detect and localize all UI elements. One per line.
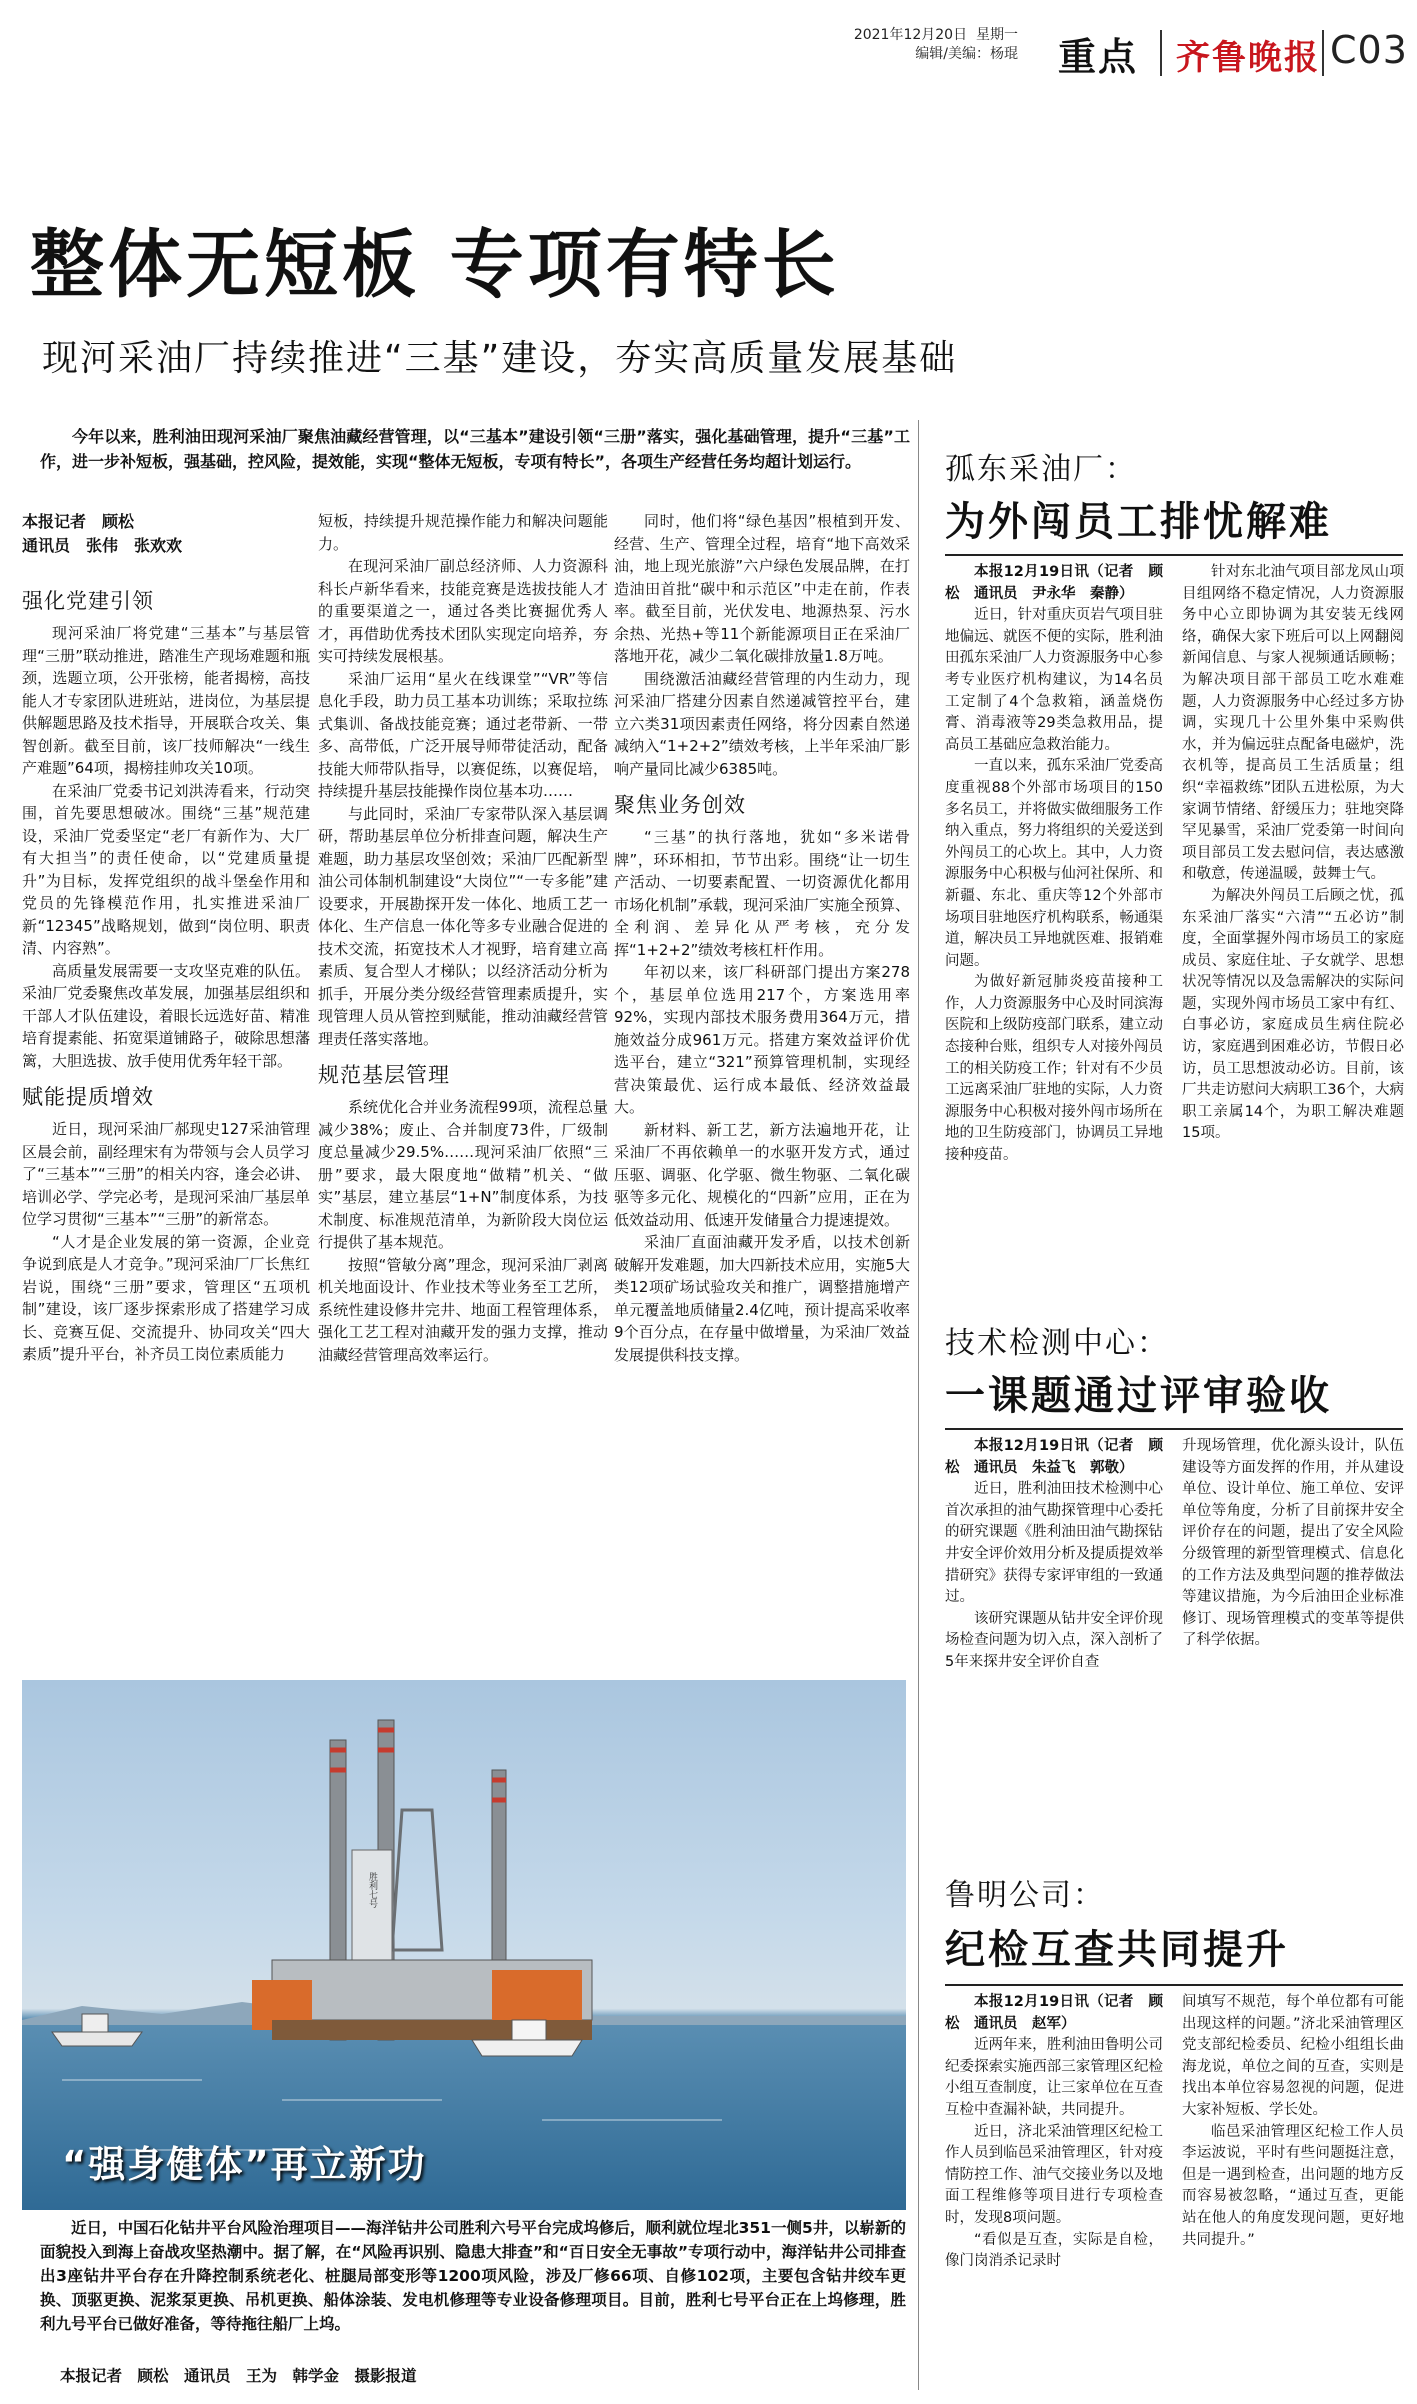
story-column — [945, 1992, 1163, 2392]
paragraph: 在现河采油厂副总经济师、人力资源科科长卢新华看来，技能竞赛是选拔技能人才的重要渠道之一，通过各类比赛掘优秀人才，再借助优秀技术团队实现定向培养，夯实可持续发展根基。 — [318, 557, 608, 665]
drilling-platform-illustration — [22, 1680, 906, 2210]
story-column — [1182, 562, 1404, 1302]
paragraph: 一直以来，孤东采油厂党委高度重视88个外部市场项目的150多名员工，并将做实做细服务工作纳入重点，努力将组织的关爱送到外闯员工的心坎上。其中，人力资源服务中心积极与仙河社保所、和新疆、东北、重庆等12个外部市场项目驻地医疗机构联系，畅通渠道，解决员工异地就医难、报销难问题。 — [945, 758, 1163, 969]
paragraph: 近日，济北采油管理区纪检工作人员到临邑采油管理区，针对疫情防控工作、油气交接业务以及地面工程维修等项目进行专项检查时，发现8项问题。 — [945, 2123, 1163, 2226]
paragraph: 近日，胜利油田技术检测中心首次承担的油气勘探管理中心委托的研究课题《胜利油田油气勘探钻井安全评价效用分析及提质提效举措研究》获得专家评审组的一致通过。 — [945, 1481, 1163, 1606]
section-name: 重点 — [1058, 35, 1139, 79]
story-headline: 纪检互查共同提升 — [945, 1927, 1289, 1973]
editor-credit: 编辑/美编：杨琨 — [915, 46, 1018, 62]
story-byline: 本报12月19日讯（记者 顾松 通讯员 赵军） — [945, 1994, 1163, 2032]
paragraph: 系统优化合并业务流程99项，流程总量减少38%；废止、合并制度73件，厂级制度总量减少29.5%……现河采油厂依照“三册”要求，最大限度地“做精”机关、“做实”基层，建立基层“1+N”制度体系，为技术制度、标准规范清单，为新阶段大岗位运行提供了基本规范。 — [318, 1098, 608, 1251]
main-headline: 整体无短板 专项有特长 — [30, 222, 840, 308]
newspaper-logo: 齐鲁晚报 — [1176, 38, 1320, 78]
story-column — [945, 562, 1163, 1302]
story-rule — [945, 554, 1403, 556]
article-column-1 — [22, 510, 310, 1660]
section-heading: 规范基层管理 — [318, 1063, 450, 1087]
section-heading: 强化党建引领 — [22, 589, 154, 613]
article-lede: 今年以来，胜利油田现河采油厂聚焦油藏经营管理，以“三基本”建设引领“三册”落实，强化基础管理，提升“三基”工作，进一步补短板，强基础，控风险，提效能，实现“整体无短板，专项有特长”，各项生产经营任务均超计划运行。 — [40, 427, 910, 471]
paragraph: 采油厂运用“星火在线课堂”“VR”等信息化手段，助力员工基本功训练；采取拉练式集训、备战技能竞赛；通过老带新、一带多、高带低，广泛开展导师带徒活动，配备技能大师带队指导，以赛促练，以赛促培，持续提升基层技能操作岗位基本功…… — [318, 669, 608, 800]
story-kicker: 鲁明公司： — [945, 1878, 1105, 1913]
paragraph: 针对东北油气项目部龙凤山项目组网络不稳定情况，人力资源服务中心立即协调为其安装无线网络，确保大家下班后可以上网翻阅新闻信息、与家人视频通话顾畅；为解决项目部干部员工吃水难难题，人力资源服务中心经过多方协调，实现几十公里外集中采购供水，并为偏远驻点配备电磁炉，洗衣机等，提高员工生活质量；组织“幸福救练”团队五进松原，为大家调节情绪、舒缓压力；驻地突降罕见暴雪，采油厂党委第一时间向项目部员工发去慰问信，表达感激和敬意，传递温暖，鼓舞士气。 — [1182, 564, 1404, 883]
paragraph: “人才是企业发展的第一资源，企业竞争说到底是人才竞争。”现河采油厂厂长焦红岩说，围绕“三册”要求，管理区“五项机制”建设，该厂逐步探索形成了搭建学习成长、竞赛互促、交流提升、协同攻关“四大素质”提升平台，补齐员工岗位素质能力 — [22, 1232, 310, 1363]
main-subheadline: 现河采油厂持续推进“三基”建设，夯实高质量发展基础 — [42, 338, 958, 379]
header-divider — [1160, 30, 1162, 76]
paragraph: 为做好新冠肺炎疫苗接种工作，人力资源服务中心及时同滨海医院和上级防疫部门联系，建立动态接种台账，组织专人对接外闯员工的相关防疫工作；针对有不少员工远离采油厂驻地的实际，人力资源服务中心积极对接外闯市场所在地的卫生防疫部门，协调员工异地接种疫苗。 — [945, 974, 1163, 1164]
story-byline: 本报12月19日讯（记者 顾松 通讯员 尹永华 秦静） — [945, 564, 1163, 602]
tug-boat-right — [472, 2040, 582, 2056]
photo-caption-text: 近日，中国石化钻井平台风险治理项目——海洋钻井公司胜利六号平台完成坞修后，顺利就位埕北351一侧5井，以崭新的面貌投入到海上奋战攻坚热潮中。据了解，在“风险再识别、隐患大排查”和“百日安全无事故”专项行动中，海洋钻井公司排查出3座钻井平台存在升降控制系统老化、桩腿局部变形等1200项风险，涉及厂修66项、自修102项，主要包含钻井绞车更换、顶驱更换、泥浆泵更换、吊机更换、船体涂装、发电机修理等专业设备修理项目。目前，胜利七号平台正在上坞修理，胜利九号平台已做好准备，等待拖往船厂上坞。 — [40, 2219, 906, 2333]
paragraph: 同时，他们将“绿色基因”根植到开发、经营、生产、管理全过程，培育“地下高效采油，地上现光旅游”六户绿色发展品牌，在打造油田首批“碳中和示范区”中走在前，作表率。截至目前，光伏发电、地源热泵、污水余热、光热+等11个新能源项目正在采油厂落地开花，减少二氧化碳排放量1.8万吨。 — [614, 512, 910, 665]
paragraph: 临邑采油管理区纪检工作人员李运波说，平时有些问题挺注意，但是一遇到检查，出问题的地方反而容易被忽略，“通过互查，更能站在他人的角度发现问题，更好地共同提升。” — [1182, 2123, 1404, 2248]
photo-caption-title: “强身健体”再立新功 — [62, 2143, 427, 2186]
story-rule — [945, 1428, 1403, 1430]
story-byline: 本报12月19日讯（记者 顾松 通讯员 朱益飞 郭敬） — [945, 1438, 1163, 1476]
paragraph: “看似是互查，实际是自检，像门岗消杀记录时 — [945, 2231, 1163, 2270]
header-divider — [1322, 30, 1324, 76]
paragraph: 现河采油厂将党建“三基本”与基层管理“三册”联动推进，踏准生产现场难题和瓶颈，选题立项，公开张榜，能者揭榜，高技能人才专家团队进班站，进岗位，为基层提供解题思路及技术指导，开展联合攻关、集智创新。截至目前，该厂技师解决“一线生产难题”64项，揭榜挂帅攻关10项。 — [22, 624, 310, 777]
photo-credit: 本报记者 顾松 通讯员 王为 韩学金 摄影报道 — [60, 2367, 417, 2385]
paragraph: 新材料、新工艺，新方法遍地开花，让采油厂不再依赖单一的水驱开发方式，通过压驱、调驱、化学驱、微生物驱、二氧化碳驱等多元化、规模化的“四新”应用，正在为低效益动用、低速开发储量合力提速提效。 — [614, 1120, 910, 1229]
story-column — [1182, 1436, 1404, 1836]
issue-date-line — [828, 26, 1018, 64]
paragraph: 间填写不规范，每个单位都有可能出现这样的问题。”济北采油管理区党支部纪检委员、纪检小组组长曲海龙说，单位之间的互查，实则是找出本单位容易忽视的问题，促进大家补短板、学长处。 — [1182, 1994, 1404, 2118]
paragraph: 近日，现河采油厂郝现史127采油管理区晨会前，副经理宋有为带领与会人员学习了“三基本”“三册”的相关内容，逢会必讲、培训必学、学完必考，是现河采油厂基层单位学习贯彻“三基本”“三册”的新常态。 — [22, 1120, 310, 1228]
news-photo — [22, 1680, 906, 2210]
story-kicker: 孤东采油厂： — [945, 452, 1137, 487]
story-column — [945, 1436, 1163, 1836]
paragraph: 升现场管理，优化源头设计，队伍建设等方面发挥的作用，并从建设单位、设计单位、施工单位、安评单位等角度，分析了目前探井安全评价存在的问题，提出了安全风险分级管理的新型管理模式、信息化的工作方法及典型问题的推荐做法等建议措施，为今后油田企业标准修订、现场管理模式的变革等提供了科学依据。 — [1182, 1438, 1404, 1649]
article-column-2 — [318, 510, 608, 1660]
platform-tower-panel — [352, 1850, 392, 1970]
derrick — [392, 1810, 442, 1950]
story-headline: 一课题通过评审验收 — [945, 1373, 1332, 1419]
issue-date: 2021年12月20日 — [853, 27, 968, 43]
tug-boat-left — [52, 2032, 142, 2046]
paragraph: 近日，针对重庆页岩气项目驻地偏远、就医不便的实际，胜利油田孤东采油厂人力资源服务中心参考专业医疗机构建议，为14名员工定制了4个急救箱，涵盖烧伤膏、消毒液等29类急救用品，提高员工基础应急救治能力。 — [945, 607, 1163, 753]
article-byline-reporter: 本报记者 顾松 — [22, 512, 135, 531]
issue-weekday: 星期一 — [976, 27, 1018, 43]
article-byline-correspondents: 通讯员 张伟 张欢欢 — [22, 536, 183, 555]
column-divider — [918, 420, 919, 2390]
tug-boat-left-cabin — [82, 2014, 108, 2032]
story-rule — [945, 1984, 1403, 1986]
paragraph: 在采油厂党委书记刘洪涛看来，行动突围，首先要思想破冰。围绕“三基”规范建设，采油厂党委坚定“老厂有新作为、大厂有大担当”的责任使命，以“党建质量提升”为目标，发挥党组织的战斗堡垒作用和党员的先锋模范作用，扎实推进采油厂新“12345”战略规划，做到“岗位明、职责清、内容熟”。 — [22, 781, 310, 957]
story-headline: 为外闯员工排忧解难 — [945, 499, 1332, 545]
platform-sign-text: 胜利七号 — [367, 1872, 377, 1908]
page-number: C03 — [1330, 28, 1408, 72]
leg-stripes — [330, 1730, 506, 1800]
paragraph: 与此同时，采油厂专家带队深入基层调研，帮助基层单位分析排查问题，解决生产难题，助力基层攻坚创效；采油厂匹配新型油公司体制机制建设“大岗位”“一专多能”建设要求，开展勘探开发一体化、地质工艺一体化、生产信息一体化等多专业融合促进的技术交流，拓宽技术人才视野，培育建立高素质、复合型人才梯队；以经济活动分析为抓手，开展分类分级经营管理素质提升，实现管理人员从管控到赋能，推动油藏经营管理责任落实落地。 — [318, 804, 608, 1048]
story-kicker: 技术检测中心： — [945, 1326, 1169, 1361]
paragraph: 近两年来，胜利油田鲁明公司纪委探索实施西部三家管理区纪检小组互查制度，让三家单位在互查互检中查漏补缺，共同提升。 — [945, 2037, 1163, 2118]
section-heading: 聚焦业务创效 — [614, 793, 746, 817]
story-column — [1182, 1992, 1404, 2392]
section-heading: 赋能提质增效 — [22, 1085, 154, 1109]
paragraph: 短板，持续提升规范操作能力和解决问题能力。 — [318, 512, 608, 553]
tug-boat-right-cabin — [512, 2020, 546, 2040]
article-column-3 — [614, 510, 910, 1660]
paragraph: 为解决外闯员工后顾之忧，孤东采油厂落实“六清”“五必访”制度，全面掌握外闯市场员工的家庭成员、家庭住址、子女就学、思想状况等情况以及急需解决的实际问题，实现外闯市场员工家中有红、白事必访，家庭成员生病住院必访，家庭遇到困难必访，节假日必访，员工思想波动必访。目前，该厂共走访慰问大病职工36个，大病职工亲属14个，为职工解决难题15项。 — [1182, 887, 1404, 1142]
paragraph: 该研究课题从钻井安全评价现场检查问题为切入点，深入剖析了5年来探井安全评价自查 — [945, 1610, 1163, 1670]
paragraph: 高质量发展需要一支攻坚克难的队伍。采油厂党委聚焦改革发展，加强基层组织和干部人才队伍建设，着眼长远选好苗、精准培育提素能、拓宽渠道铺路子，破除思想藩篱，大胆选拔、放手使用优秀年轻干部。 — [22, 961, 310, 1070]
paragraph: 年初以来，该厂科研部门提出方案278个，基层单位选用217个，方案选用率92%，实现内部技术服务费用364万元，措施效益分成961万元。搭建方案效益评价优选平台，建立“321”预算管理机制，实现经营决策最优、运行成本最低、经济效益最大。 — [614, 963, 910, 1116]
paragraph: 采油厂直面油藏开发矛盾，以技术创新破解开发难题，加大四新技术应用，实施5大类12项矿场试验攻关和推广，调整措施增产单元覆盖地质储量2.4亿吨，预计提高采收率9个百分点，在存量中做增量，为采油厂效益发展提供科技支撑。 — [614, 1233, 910, 1364]
paragraph: 按照“管敏分离”理念，现河采油厂剥离机关地面设计、作业技术等业务至工艺所，系统性建设修井完井、地面工程管理体系，强化工艺工程对油藏开发的强力支撑，推动油藏经营管理高效率运行。 — [318, 1255, 608, 1364]
paragraph: “三基”的执行落地，犹如“多米诺骨牌”，环环相扣，节节出彩。围绕“让一切生产活动、一切要素配置、一切资源优化都用市场化机制”承载，现河采油厂实施全预算、全利润、差异化从严考核，充分发挥“1+2+2”绩效考核杠杆作用。 — [614, 828, 910, 959]
paragraph: 围绕激活油藏经营管理的内生动力，现河采油厂搭建分因素自然递减管控平台，建立六类31项因素责任网络，将分因素自然递减纳入“1+2+2”绩效考核，上半年采油厂影响产量同比减少6385吨。 — [614, 669, 910, 778]
platform-module — [492, 1970, 582, 2025]
